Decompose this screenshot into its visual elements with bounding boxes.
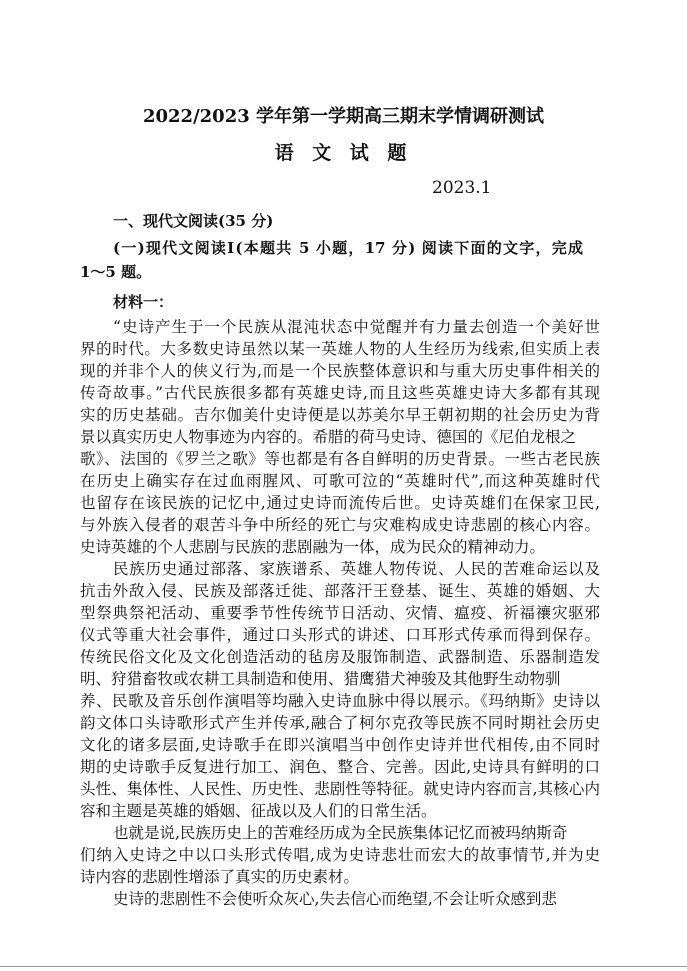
text-line: 史诗的悲剧性不会使听众灰心,失去信心而绝望,不会让听众感到悲 [113, 890, 557, 908]
text-line: 期的史诗歌手反复进行加工、润色、整合、完善。因此,史诗具有鲜明的口 [80, 758, 600, 776]
text-line: 界的时代。大多数史诗虽然以某一英雄人物的人生经历为线索,但实质上表 [80, 340, 600, 358]
text-line: 型祭典祭祀活动、重要季节性传统节日活动、灾情、瘟疫、祈福禳灾驱邪 [80, 604, 600, 622]
text-line: 仪式等重大社会事件，通过口头形式的讲述、口耳形式传承而得到保存。 [80, 626, 600, 644]
text-line: 传统民俗文化及文化创造活动的毡房及服饰制造、武器制造、乐器制造发 [80, 648, 600, 666]
text-line: 传奇故事。”古代民族很多都有英雄史诗,而且这些英雄史诗大多都有其现 [80, 384, 600, 402]
text-line: 也留存在该民族的记忆中,通过史诗而流传后世。史诗英雄们在保家卫民, [80, 494, 600, 512]
material-label: 材料一： [113, 293, 174, 311]
section-heading: 一、现代文阅读(35 分) [113, 212, 274, 230]
exam-date: 2023.1 [432, 178, 492, 198]
text-line: 明、狩猎畜牧或农耕工具制造和使用、猎鹰猎犬神骏及其他野生动物驯 [80, 670, 561, 688]
text-line: 诗内容的悲剧性增添了真实的历史素材。 [80, 868, 360, 886]
text-line: 韵文体口头诗歌形式产生并传承,融合了柯尔克孜等民族不同时期社会历史 [80, 714, 600, 732]
text-line: 也就是说,民族历史上的苦难经历成为全民族集体记忆而被玛纳斯奇 [113, 824, 568, 842]
text-line: 文化的诸多层面,史诗歌手在即兴演唱当中创作史诗并世代相传,由不同时 [80, 736, 600, 754]
exam-subtitle: 语 文 试 题 [274, 142, 413, 164]
exam-title: 2022/2023 学年第一学期高三期末学情调研测试 [142, 106, 545, 127]
text-line: 抗击外敌入侵、民族及部落迁徙、部落汗王登基、诞生、英雄的婚姻、大 [80, 582, 600, 600]
text-line: 养、民歌及音乐创作演唱等均融入史诗血脉中得以展示。《玛纳斯》史诗以 [80, 692, 600, 710]
page-bottom-divider [0, 966, 687, 967]
text-line: 现的并非个人的侠义行为,而是一个民族整体意识和与重大历史事件相关的 [80, 362, 600, 380]
text-line: 史诗英雄的个人悲剧与民族的悲剧融为一体，成为民众的精神动力。 [80, 538, 546, 556]
text-line: 景以真实历史人物事迹为内容的。希腊的荷马史诗、德国的《尼伯龙根之 [80, 428, 577, 446]
text-line: 民族历史通过部落、家族谱系、英雄人物传说、人民的苦难命运以及 [113, 560, 600, 578]
text-line: 容和主题是英雄的婚姻、征战以及人们的日常生活。 [80, 802, 437, 820]
text-line: 歌》、法国的《罗兰之歌》等也都是有各自鲜明的历史背景。一些古老民族 [80, 450, 600, 468]
text-line: 实的历史基础。吉尔伽美什史诗便是以苏美尔早王朝初期的社会历史为背 [80, 406, 600, 424]
text-line: 们纳入史诗之中以口头形式传唱,成为史诗悲壮而宏大的故事情节,并为史 [80, 846, 600, 864]
subsection-instruction: (一)现代文阅读Ⅰ(本题共 5 小题，17 分) 阅读下面的文字，完成 [113, 239, 583, 257]
subsection-instruction-cont: 1～5 题。 [80, 263, 152, 281]
text-line: 在历史上确实存在过血雨腥风、可歌可泣的“英雄时代”,而这种英雄时代 [80, 472, 600, 490]
text-line: 头性、集体性、人民性、历史性、悲剧性等特征。就史诗内容而言,其核心内 [80, 780, 600, 798]
text-line: 与外族入侵者的艰苦斗争中所经的死亡与灾难构成史诗悲剧的核心内容。 [80, 516, 600, 534]
passage-body [80, 316, 600, 910]
text-line: “史诗产生于一个民族从混沌状态中觉醒并有力量去创造一个美好世 [113, 318, 600, 336]
